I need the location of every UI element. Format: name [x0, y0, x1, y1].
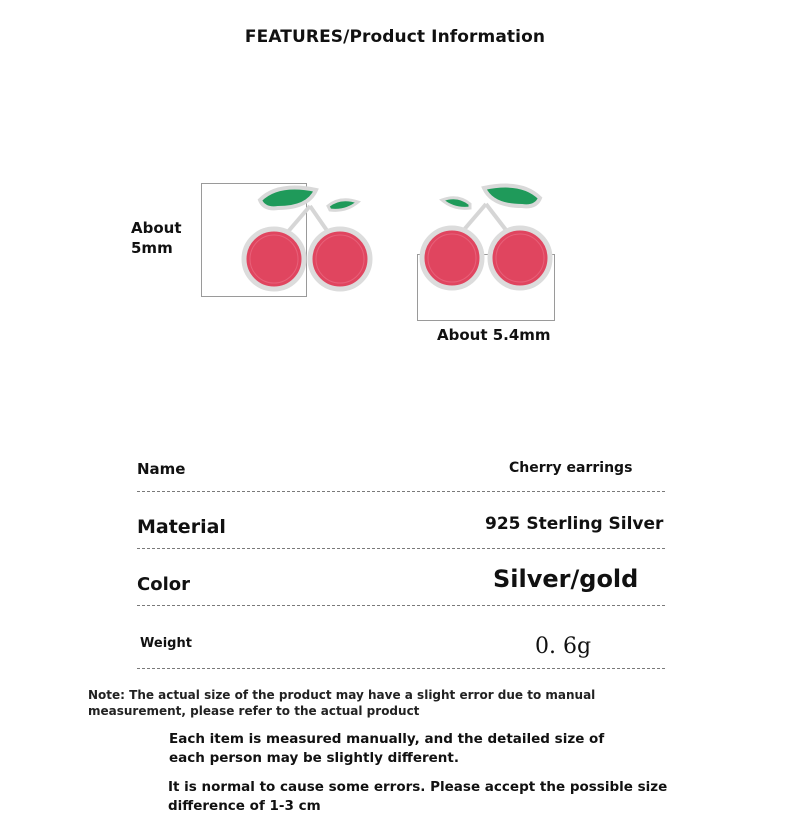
spec-value: 0. 6g	[535, 634, 592, 659]
spec-label: Weight	[140, 636, 192, 651]
measurement-note: Each item is measured manually, and the detailed size of each person may be slightly different.	[169, 731, 605, 766]
spec-row-color	[137, 556, 665, 606]
spec-label: Name	[137, 460, 186, 478]
cherry-earring-icon	[414, 182, 562, 294]
spec-row-weight	[137, 614, 665, 669]
cherry-earring-icon	[238, 184, 386, 296]
spec-label: Material	[137, 516, 226, 538]
page-title: FEATURES/Product Information	[244, 27, 546, 47]
height-measurement-label: About 5mm	[131, 219, 182, 257]
spec-value: Cherry earrings	[509, 460, 633, 476]
spec-row-name	[137, 450, 665, 492]
spec-label: Color	[137, 574, 190, 595]
width-measurement-label: About 5.4mm	[437, 326, 551, 344]
disclaimer-note: Note: The actual size of the product may have a slight error due to manual measurement, please refer to the actual product	[88, 688, 596, 718]
spec-row-material	[137, 498, 665, 549]
tolerance-note: It is normal to cause some errors. Please accept the possible size difference of 1-3 cm	[168, 779, 668, 814]
spec-value: 925 Sterling Silver	[485, 514, 664, 534]
spec-value: Silver/gold	[493, 565, 639, 593]
